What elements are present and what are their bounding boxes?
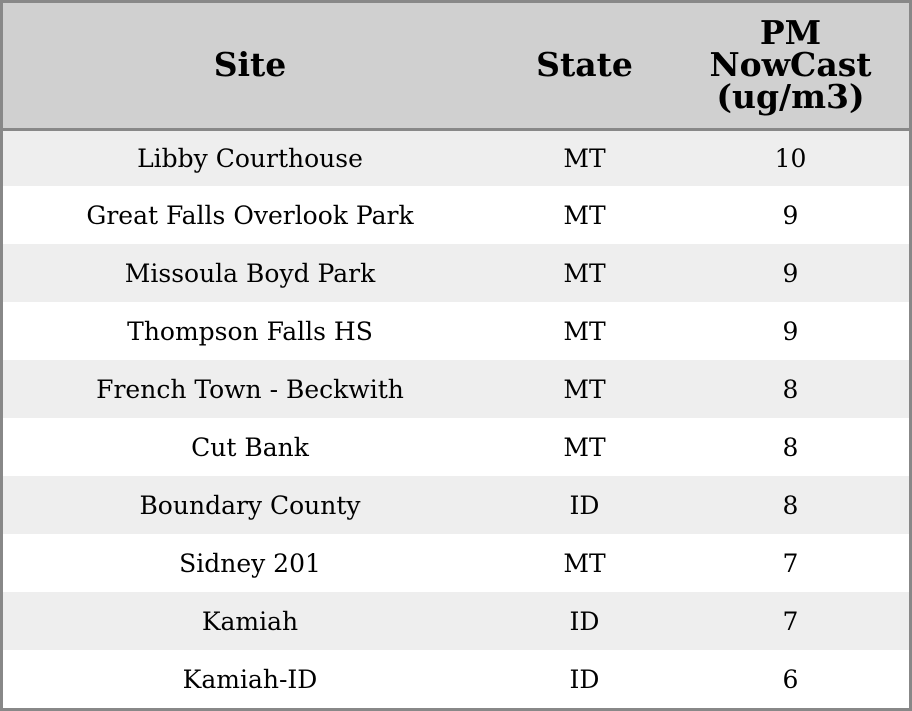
site-cell: Cut Bank [191,432,309,462]
data-table [3,3,909,708]
state-cell: MT [563,374,606,404]
pm-value-cell: 10 [774,143,807,173]
table-row [3,129,909,186]
table-row [3,186,909,244]
state-cell: ID [569,490,600,520]
header-row [3,3,909,129]
header-pm-nowcast [672,3,909,129]
table-row [3,592,909,650]
pm-value-cell: 8 [782,432,799,462]
state-cell: MT [563,548,606,578]
pm-value-cell: 7 [782,606,799,636]
site-cell: Libby Courthouse [137,143,363,173]
site-cell: Great Falls Overlook Park [86,200,414,230]
table-row [3,360,909,418]
header-state [497,3,672,129]
pm-value-cell: 8 [782,374,799,404]
table-body [3,129,909,708]
state-cell: MT [563,200,606,230]
table-row [3,476,909,534]
pm-value-cell: 9 [782,316,799,346]
table-row [3,418,909,476]
pm-value-cell: 8 [782,490,799,520]
header-site [3,3,497,129]
pm-value-cell: 6 [782,664,799,694]
header-pm-line-2: NowCast [709,45,872,85]
pm-value-cell: 7 [782,548,799,578]
header-pm-line-1: PM [759,13,822,53]
site-cell: Boundary County [139,490,361,520]
table-row [3,534,909,592]
table-row [3,302,909,360]
state-cell: ID [569,664,600,694]
header-pm-line-3: (ug/m3) [716,77,865,117]
site-cell: Kamiah [201,606,299,636]
state-cell: MT [563,316,606,346]
site-cell: Kamiah-ID [182,664,318,694]
site-cell: Thompson Falls HS [127,316,373,346]
site-cell: Missoula Boyd Park [124,258,376,288]
site-cell: French Town - Beckwith [96,374,404,404]
header-site-line: Site [213,45,287,85]
state-cell: ID [569,606,600,636]
state-cell: MT [563,432,606,462]
table-row [3,650,909,708]
table-row [3,244,909,302]
pm-value-cell: 9 [782,200,799,230]
pm-value-cell: 9 [782,258,799,288]
state-cell: MT [563,258,606,288]
state-cell: MT [563,143,606,173]
table-header [3,3,909,129]
header-state-line: State [536,45,633,85]
site-cell: Sidney 201 [179,548,321,578]
